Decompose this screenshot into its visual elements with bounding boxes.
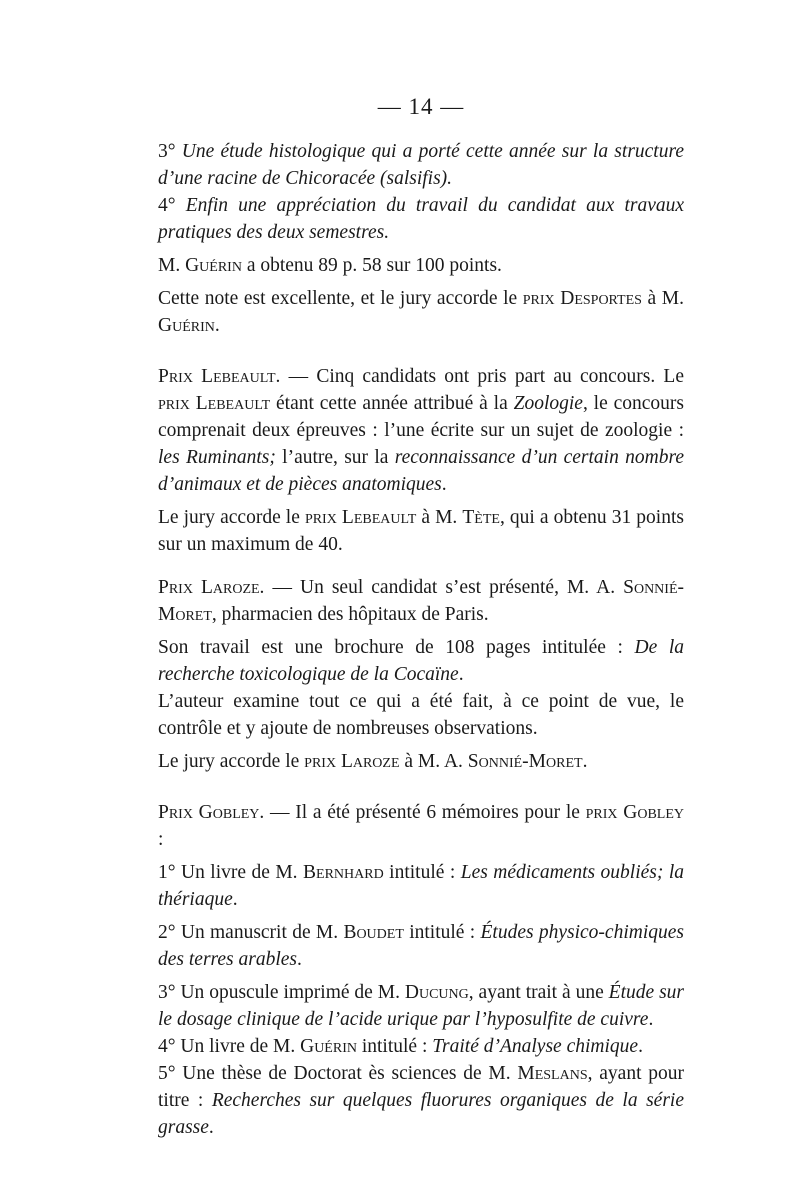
section-title: Prix Laroze.: [158, 577, 265, 598]
paragraph-item-4: [158, 192, 684, 246]
prize-name: prix Lebeault: [158, 393, 271, 414]
work-title: Traité d’Analyse chimique: [432, 1036, 639, 1057]
paragraph-prix-laroze: Prix Laroze. — Un seul candidat s’est présenté, M. A. Sonnié-Moret, pharmacien des hôpitaux de Paris.: [158, 577, 684, 625]
list-item-gobley-5: 5° Une thèse de Doctorat ès sciences de M. Meslans, ayant pour titre : Recherches sur quelques fluorures organiques de la série grasse.: [158, 1063, 684, 1138]
list-item-gobley-4: 4° Un livre de M. Guérin intitulé : Traité d’Analyse chimique.: [158, 1036, 643, 1057]
list-item-gobley-1: 1° Un livre de M. Bernhard intitulé : Les médicaments oubliés; la thériaque.: [158, 862, 684, 910]
paragraph-laroze-work: Son travail est une brochure de 108 pages intitulée : De la recherche toxicologique de la Cocaïne.: [158, 637, 685, 685]
paragraph-prix-lebeault: Prix Lebeault. — Cinq candidats ont pris part au concours. Le prix Lebeault étant cette année attribué à la Zoologie, le concours comprenait deux épreuves : l’une écrite sur un sujet de zoologie : les Ruminants; l’autre, sur la reconnaissance d’un certain nombre d’animaux et de pièces anatomiques.: [158, 366, 685, 495]
paragraph-desportes-award: Cette note est excellente, et le jury accorde le prix Desportes à M. Guérin.: [158, 288, 684, 336]
section-title: Prix Gobley.: [158, 802, 265, 823]
section-title: Prix Lebeault.: [158, 366, 281, 387]
paragraph-prix-gobley: Prix Gobley. — Il a été présenté 6 mémoires pour le prix Gobley :: [158, 802, 684, 850]
item-text: Enfin une appréciation du travail du candidat aux travaux pratiques des deux semestres.: [158, 195, 685, 243]
person-name: Guérin: [300, 1036, 357, 1057]
paragraph-laroze-award: Le jury accorde le prix Laroze à M. A. Sonnié-Moret.: [158, 751, 588, 772]
list-item-gobley-2: 2° Un manuscrit de M. Boudet intitulé : Études physico-chimiques des terres arables.: [158, 922, 684, 970]
prize-name: prix Lebeault: [304, 507, 417, 528]
item-text: Une étude histologique qui a porté cette année sur la structure d’une racine de Chicoracée (salsifis).: [158, 141, 684, 189]
prize-name: prix Gobley: [585, 802, 684, 823]
person-name: Ducung: [404, 982, 469, 1003]
work-title: Études physico-chimiques des terres arables: [158, 922, 684, 970]
person-name: Guérin: [158, 315, 215, 336]
person-name: Sonnié-Moret: [158, 577, 684, 625]
paragraph-laroze-review: L’auteur examine tout ce qui a été fait, à ce point de vue, le contrôle et y ajoute de nombreuses observations.: [158, 691, 684, 739]
paragraph-item-3: [158, 138, 684, 192]
person-name: Tète: [462, 507, 500, 528]
list-item-gobley-3: 3° Un opuscule imprimé de M. Ducung, ayant trait à une Étude sur le dosage clinique de l’acide urique par l’hyposulfite de cuivre.: [158, 982, 684, 1030]
work-title: Étude sur le dosage clinique de l’acide urique par l’hyposulfite de cuivre: [158, 982, 684, 1030]
person-name: Guérin: [185, 255, 242, 276]
person-name: Meslans: [517, 1063, 588, 1084]
prize-name: prix Desportes: [522, 288, 642, 309]
work-title: Recherches sur quelques fluorures organiques de la série grasse: [158, 1090, 684, 1138]
person-name: Sonnié-Moret: [467, 751, 583, 772]
person-name: Bernhard: [303, 862, 384, 883]
work-title: Les médicaments oubliés; la thériaque: [158, 862, 684, 910]
item-number: 3°: [158, 141, 176, 162]
prize-name: prix Laroze: [304, 751, 400, 772]
person-name: Boudet: [343, 922, 404, 943]
work-title: De la recherche toxicologique de la Cocaïne: [158, 637, 685, 685]
paragraph-lebeault-award: Le jury accorde le prix Lebeault à M. Tète, qui a obtenu 31 points sur un maximum de 40.: [158, 507, 684, 555]
item-number: 4°: [158, 195, 176, 216]
paragraph-guerin-score: M. Guérin a obtenu 89 p. 58 sur 100 points.: [158, 255, 502, 276]
page-number: — 14 —: [377, 94, 465, 119]
